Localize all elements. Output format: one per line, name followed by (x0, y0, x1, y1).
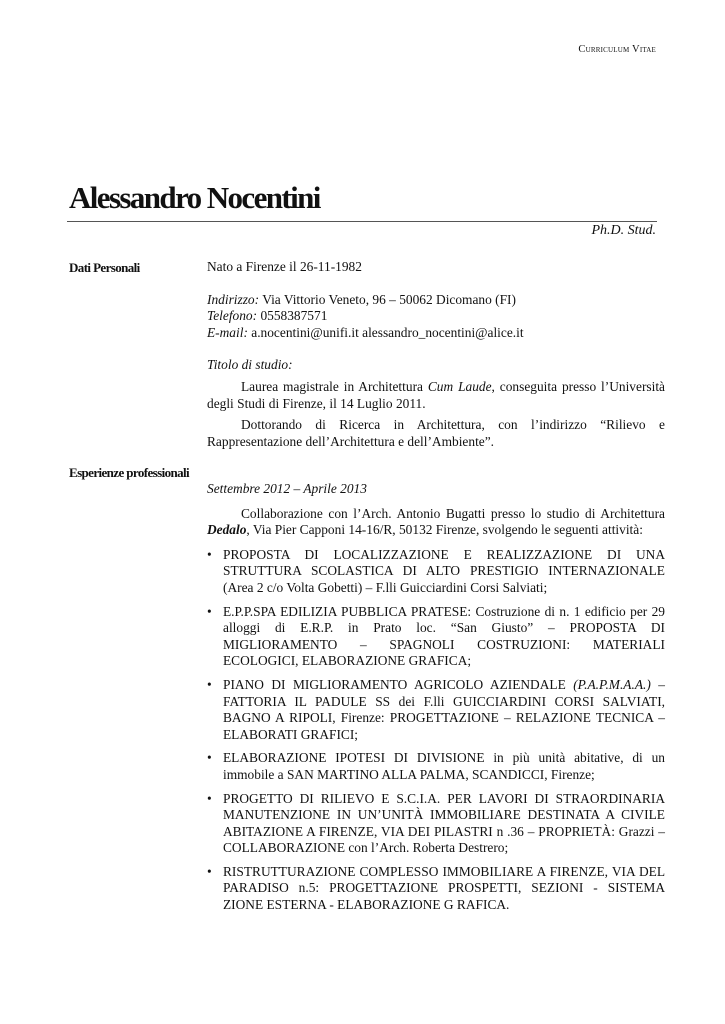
list-item-text: ELABORAZIONE IPOTESI DI DIVISIONE in più unità abitative, di un immobile a SAN MARTINO ALLA PALMA, SCANDICCI, Firenze; (223, 750, 665, 782)
experience-period: Settembre 2012 – Aprile 2013 (207, 481, 367, 496)
list-item (207, 791, 665, 857)
bullet-icon: • (207, 603, 212, 619)
list-item (207, 547, 665, 597)
list-item (207, 604, 665, 670)
bullet-icon: • (207, 863, 212, 879)
experience-intro-pre: Collaborazione con l’Arch. Antonio Bugatti presso lo studio di Architettura (241, 505, 665, 521)
bullet-icon: • (207, 546, 212, 562)
list-item-acronym: (P.A.P.M.A.A.) (573, 676, 651, 692)
study-degree (207, 379, 665, 412)
person-name: Alessandro Nocentini (69, 180, 320, 215)
list-item-text-pre: PIANO DI MIGLIORAMENTO AGRICOLO AZIENDALE (223, 676, 574, 692)
experience-intro (207, 506, 665, 539)
section-label-personal: Dati Personali (69, 260, 140, 275)
bullet-icon: • (207, 750, 212, 766)
address-line (207, 292, 665, 309)
experience-intro-post: , Via Pier Capponi 14-16/R, 50132 Firenze, svolgendo le seguenti attività: (246, 522, 643, 538)
email-value: a.nocentini@unifi.it alessandro_nocentini@alice.it (247, 324, 524, 340)
list-item (207, 677, 665, 743)
list-item-text: PROGETTO DI RILIEVO E S.C.I.A. PER LAVORI DI STRAORDINARIA MANUTENZIONE IN UN’UNITÀ IMMOBILIARE DESTINATA A CIVILE ABITAZIONE A FIRENZE, VIA DEI PILASTRI n .36 – PROPRIETÀ: Grazzi – COLLABORAZIONE con l’Arch. Roberta Destrero; (223, 790, 665, 856)
birth-info: Nato a Firenze il 26-11-1982 (207, 259, 362, 274)
experience-details (207, 481, 665, 921)
address-value: Via Vittorio Veneto, 96 – 50062 Dicomano (FI) (259, 291, 516, 307)
list-item (207, 864, 665, 914)
activity-list (207, 547, 665, 914)
header-label: Curriculum Vitae (578, 44, 656, 55)
list-item-text: PROPOSTA DI LOCALIZZAZIONE E REALIZZAZIONE DI UNA STRUTTURA SCOLASTICA DI ALTO PRESTIGIO INTERNAZIONALE (Area 2 c/o Volta Gobetti) – F.lli Guicciardini Corsi Salviati; (223, 546, 665, 595)
study-title: Titolo di studio: (207, 357, 293, 373)
email-label: E-mail: (207, 324, 248, 340)
phone-value: 0558387571 (257, 308, 328, 324)
study-degree-post: , conseguita presso l’Università degli Studi di Firenze, il 14 Luglio 2011. (207, 378, 666, 411)
title-divider (67, 221, 657, 222)
phone-line (207, 308, 665, 325)
bullet-icon: • (207, 676, 212, 692)
study-degree-honors: Cum Laude (427, 378, 492, 394)
section-label-experience: Esperienze professionali (69, 465, 190, 480)
bullet-icon: • (207, 790, 212, 806)
address-label: Indirizzo: (207, 291, 260, 307)
study-degree-pre: Laurea magistrale in Architettura (241, 378, 428, 394)
degree: Ph.D. Stud. (591, 223, 656, 238)
study-phd: Dottorando di Ricerca in Architettura, con l’indirizzo “Rilievo e Rappresentazione dell’Architettura e dell’Ambiente”. (207, 417, 665, 449)
list-item-text-post: – FATTORIA IL PADULE SS dei F.lli GUICCIARDINI CORSI SALVIATI, BAGNO A RIPOLI, Firenze: PROGETTAZIONE – RELAZIONE TECNICA – ELABORATI GRAFICI; (223, 676, 665, 742)
personal-details (207, 259, 665, 450)
experience-studio-name: Dedalo (207, 522, 247, 538)
list-item-text: E.P.P.SPA EDILIZIA PUBBLICA PRATESE: Costruzione di n. 1 edificio per 29 alloggi di E.R.P. in Prato loc. “San Giusto” – PROPOSTA DI MIGLIORAMENTO – SPAGNOLI COSTRUZIONI: MATERIALI ECOLOGICI, ELABORAZIONE GRAFICA; (223, 603, 665, 669)
list-item-text: RISTRUTTURAZIONE COMPLESSO IMMOBILIARE A FIRENZE, VIA DEL PARADISO n.5: PROGETTAZIONE PROSPETTI, SEZIONI - SISTEMA ZIONE ESTERNA - ELABORAZIONE G RAFICA. (223, 863, 665, 913)
email-line (207, 325, 665, 342)
list-item (207, 750, 665, 783)
phone-label: Telefono: (207, 308, 258, 324)
